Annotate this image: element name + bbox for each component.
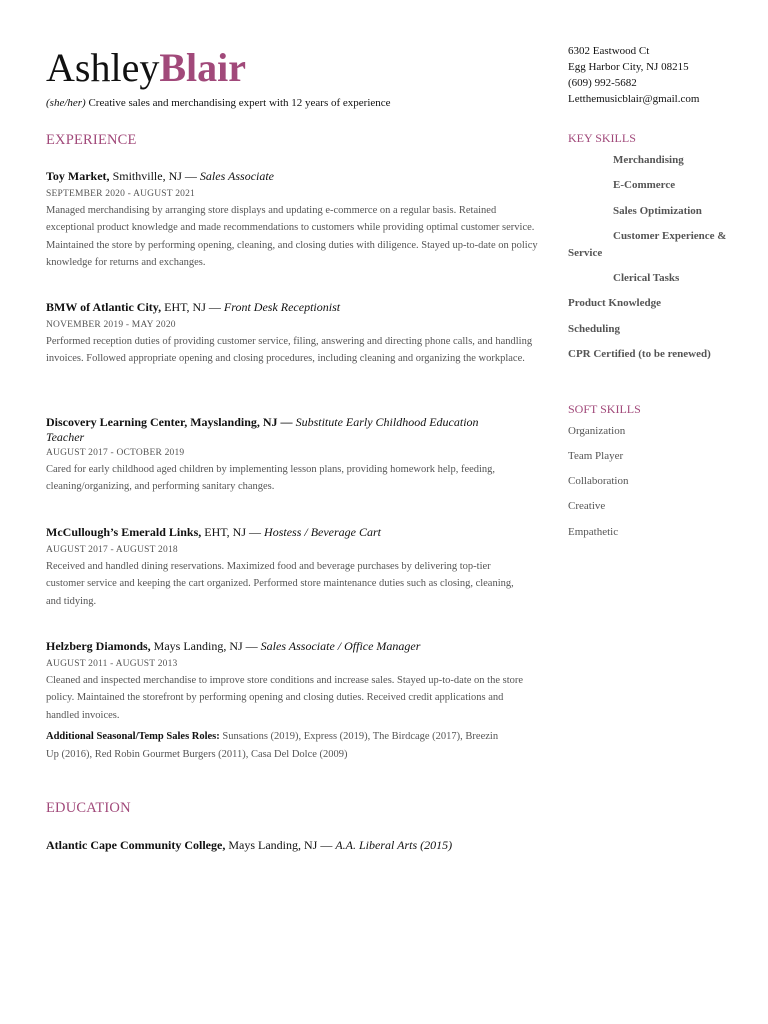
key-skill-item: Clerical Tasks xyxy=(613,272,680,284)
contact-block xyxy=(568,43,758,107)
job-description: Cleaned and inspected merchandise to improve store conditions and increase sales. Stayed up-to-date on the store policy. Maintained the storefront by performing opening and closing duties. Received credit applications and handled invoices. xyxy=(46,675,524,721)
first-name: Ashley xyxy=(46,45,160,90)
job-dates: AUGUST 2017 - AUGUST 2018 xyxy=(46,545,178,555)
key-skills-heading: KEY SKILLS xyxy=(568,131,636,145)
additional-roles-label: Additional Seasonal/Temp Sales Roles: xyxy=(46,731,220,743)
job-header xyxy=(46,639,552,654)
last-name: Blair xyxy=(159,45,246,90)
job-dates: AUGUST 2017 - OCTOBER 2019 xyxy=(46,448,185,458)
job-entry xyxy=(46,300,552,368)
job-employer: Helzberg Diamonds, xyxy=(46,639,151,653)
education-school: Atlantic Cape Community College, xyxy=(46,838,226,852)
job-role: Sales Associate / Office Manager xyxy=(260,639,421,653)
key-skill-item: Scheduling xyxy=(568,323,620,335)
soft-skill-item: Collaboration xyxy=(568,475,629,487)
contact-city: Egg Harbor City, NJ 08215 xyxy=(568,61,689,73)
job-description: Performed reception duties of providing customer service, filing, answering and directing phone calls, and handling invoices. Followed appropriate opening and closing procedures, including cleaning and organizing the workplace. xyxy=(46,336,533,365)
education-degree: A.A. Liberal Arts (2015) xyxy=(335,838,453,852)
job-employer: BMW of Atlantic City, xyxy=(46,300,162,314)
additional-roles xyxy=(46,728,506,763)
education-location: Mays Landing, NJ — xyxy=(225,838,336,852)
contact-email[interactable]: Letthemusicblair@gmail.com xyxy=(568,93,700,105)
pronouns: (she/her) xyxy=(46,97,86,109)
soft-skills-heading: SOFT SKILLS xyxy=(568,402,641,416)
job-location: EHT, NJ — xyxy=(201,525,265,539)
job-role: Substitute Early Childhood Education Teacher xyxy=(46,415,479,444)
job-description: Managed merchandising by arranging store displays and updating e-commerce on a regular basis. Retained exceptional product knowledge and made recommendations to customers while providing optimal customer service. Maintained the store by performing opening, cleaning, and closing duties with diligence. Stayed up-to-date on policy knowledge for returns and exchanges. xyxy=(46,205,538,269)
job-location: EHT, NJ — xyxy=(161,300,224,314)
contact-phone: (609) 992-5682 xyxy=(568,77,637,89)
job-role: Sales Associate xyxy=(199,169,275,183)
job-location: Smithville, NJ — xyxy=(109,169,200,183)
job-header xyxy=(46,525,552,540)
key-skill-item: Merchandising xyxy=(613,154,684,166)
key-skill-item: Sales Optimization xyxy=(613,205,702,217)
candidate-name xyxy=(46,44,246,92)
job-role: Front Desk Receptionist xyxy=(223,300,341,314)
key-skill-item: Customer Experience & Service xyxy=(568,230,727,259)
job-employer: Discovery Learning Center, Mayslanding, NJ — xyxy=(46,415,296,429)
job-description: Received and handled dining reservations. Maximized food and beverage purchases by delivering top-tier customer service and keeping the cart organized. Performed store maintenance duties such as closing, cleaning, and tidying. xyxy=(46,561,514,607)
job-role: Hostess / Beverage Cart xyxy=(264,525,382,539)
job-dates: SEPTEMBER 2020 - AUGUST 2021 xyxy=(46,189,195,199)
job-header xyxy=(46,300,552,315)
job-entry xyxy=(46,169,552,272)
soft-skill-item: Creative xyxy=(568,500,606,512)
experience-heading: EXPERIENCE xyxy=(46,132,137,148)
key-skill-item: E-Commerce xyxy=(613,179,676,191)
soft-skill-item: Empathetic xyxy=(568,526,619,538)
job-header xyxy=(46,169,552,184)
tagline-text: Creative sales and merchandising expert with 12 years of experience xyxy=(85,97,391,109)
job-dates: AUGUST 2011 - AUGUST 2013 xyxy=(46,659,178,669)
job-dates: NOVEMBER 2019 - MAY 2020 xyxy=(46,320,176,330)
tagline xyxy=(46,97,391,109)
education-heading: EDUCATION xyxy=(46,800,131,816)
contact-street: 6302 Eastwood Ct xyxy=(568,45,650,57)
job-description: Cared for early childhood aged children by implementing lesson plans, providing homework help, feeding, cleaning/organizing, and performing sanitary changes. xyxy=(46,464,496,493)
job-employer: McCullough’s Emerald Links, xyxy=(46,525,202,539)
job-entry xyxy=(46,415,516,496)
key-skill-item: CPR Certified (to be renewed) xyxy=(568,348,711,360)
key-skill-item: Product Knowledge xyxy=(568,297,661,309)
job-employer: Toy Market, xyxy=(46,169,110,183)
job-header xyxy=(46,415,516,445)
education-entry xyxy=(46,838,452,853)
job-entry xyxy=(46,639,552,763)
job-location: Mays Landing, NJ — xyxy=(150,639,261,653)
soft-skill-item: Organization xyxy=(568,425,626,437)
job-entry xyxy=(46,525,552,610)
additional-roles-text: Sunsations (2019), Express (2019), The Birdcage (2017), Breezin Up (2016), Red Robin Gourmet Burgers (2011), Casa Del Dolce (2009) xyxy=(46,731,499,760)
soft-skill-item: Team Player xyxy=(568,450,624,462)
